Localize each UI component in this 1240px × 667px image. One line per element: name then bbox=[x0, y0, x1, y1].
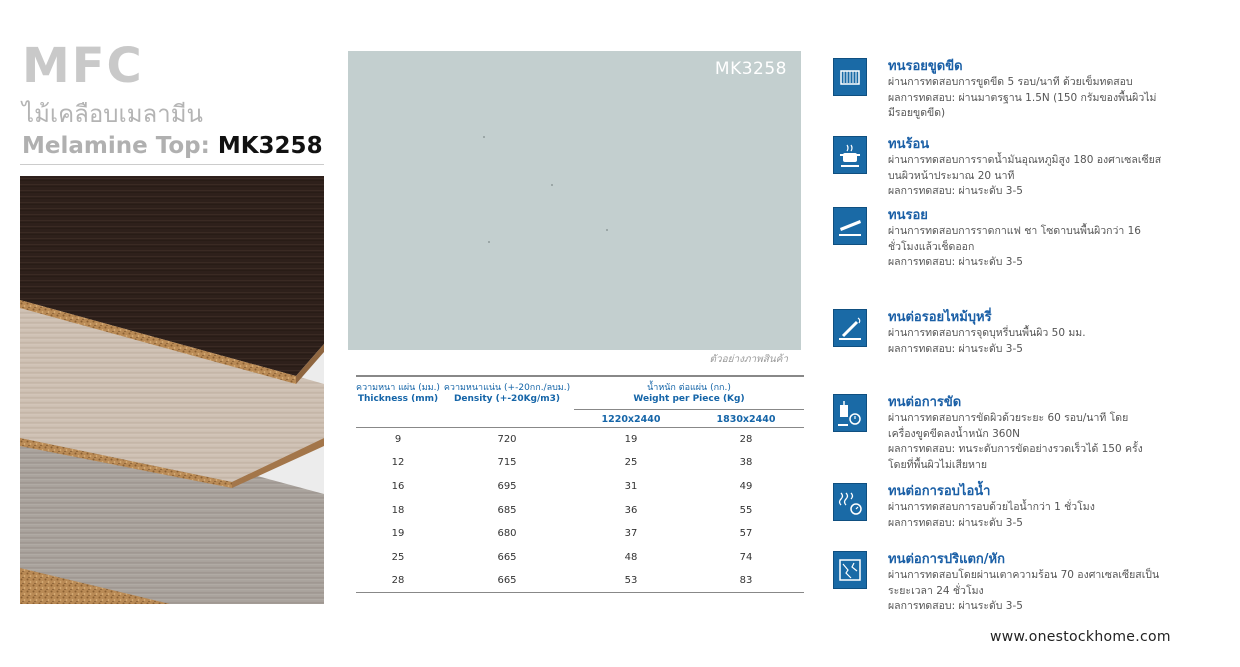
feature-text bbox=[888, 309, 1208, 357]
density-header bbox=[440, 376, 574, 428]
table-cell: 38 bbox=[739, 457, 753, 469]
heading-divider bbox=[20, 164, 324, 165]
weight-header-thai: น้ำหนัก ต่อแผ่น (กก.) bbox=[647, 383, 731, 393]
feature-line: ผลการทดสอบ: ผ่านมาตรฐาน 1.5N (150 กรัมของพื้นผิวไม่ bbox=[888, 91, 1157, 104]
table-cell: 680 bbox=[497, 528, 517, 540]
swatch-speck bbox=[606, 229, 608, 231]
swatch-speck bbox=[488, 241, 490, 243]
feature-text bbox=[888, 394, 1208, 473]
product-label: Melamine Top: bbox=[22, 133, 210, 159]
table-cell: 715 bbox=[497, 457, 517, 469]
feature-text bbox=[888, 483, 1208, 531]
stain-pen-icon bbox=[833, 207, 867, 245]
table-row bbox=[356, 522, 804, 546]
website-link[interactable]: www.onestockhome.com bbox=[990, 629, 1171, 645]
table-cell: 19 bbox=[391, 528, 405, 540]
feature-title: ทนรอยขูดขีด bbox=[888, 59, 963, 74]
table-row bbox=[356, 498, 804, 522]
table-row bbox=[356, 428, 804, 452]
table-cell: 720 bbox=[497, 434, 517, 446]
table-cell: 19 bbox=[624, 434, 638, 446]
steam-timer-icon bbox=[833, 483, 867, 521]
table-cell: 25 bbox=[391, 551, 405, 563]
feature-line: ผลการทดสอบ: ทนระดับการขัดอย่างรวดเร็วได้ 150 ครั้ง bbox=[888, 443, 1143, 455]
table-row bbox=[356, 569, 804, 593]
feature-line: ผลการทดสอบ: ผ่านระดับ 3-5 bbox=[888, 256, 1023, 268]
feature-line: บนผิวหน้าประมาณ 20 นาที bbox=[888, 169, 1015, 182]
feature-line: ผ่านการทดสอบการราดน้ำมันอุณหภูมิสูง 180 องศาเซลเซียส bbox=[888, 154, 1162, 166]
size-header-1830: 1830x2440 bbox=[688, 410, 804, 428]
feature-title: ทนต่อการอบไอน้ำ bbox=[888, 484, 991, 499]
feature-line: ระยะเวลา 24 ชั่วโมง bbox=[888, 584, 984, 597]
feature-title: ทนต่อการปริแตก/หัก bbox=[888, 552, 1005, 567]
color-swatch bbox=[348, 51, 801, 350]
weight-header bbox=[574, 376, 804, 410]
brand-title: MFC bbox=[22, 38, 144, 94]
thickness-header bbox=[356, 376, 440, 428]
feature-title: ทนร้อน bbox=[888, 137, 930, 152]
table-cell: 83 bbox=[688, 569, 804, 593]
feature-line: ผ่านการทดสอบการอบด้วยไอน้ำกว่า 1 ชั่วโมง bbox=[888, 501, 1095, 513]
abrasion-timer-icon bbox=[833, 394, 867, 432]
density-header-en: Density (+-20Kg/m3) bbox=[453, 394, 561, 404]
table-cell: 685 bbox=[497, 504, 517, 516]
scratch-comb-icon bbox=[833, 58, 867, 96]
table-cell: 16 bbox=[391, 480, 405, 492]
crack-oven-icon bbox=[833, 551, 867, 589]
table-cell: 12 bbox=[391, 457, 405, 469]
feature-line: ผ่านการทดสอบการราดกาแฟ ชา โซดาบนพื้นผิวกว่า 16 bbox=[888, 225, 1141, 237]
table-cell: 665 bbox=[497, 551, 517, 563]
size-header-1220: 1220x2440 bbox=[574, 410, 688, 428]
table-cell: 37 bbox=[624, 528, 638, 540]
table-row bbox=[356, 451, 804, 475]
thickness-header-thai: ความหนา แผ่น (มม.) bbox=[356, 383, 440, 393]
hot-pot-icon bbox=[833, 136, 867, 174]
feature-title: ทนต่อรอยไหม้บุหรี่ bbox=[888, 310, 992, 325]
table-row bbox=[356, 545, 804, 569]
feature-title: ทนรอย bbox=[888, 208, 928, 223]
density-header-thai: ความหนาแน่น (+-20กก./ลบม.) bbox=[443, 383, 571, 393]
swatch-speck bbox=[483, 136, 485, 138]
table-row bbox=[356, 475, 804, 499]
feature-line: ชั่วโมงแล้วเช็ดออก bbox=[888, 240, 975, 253]
spec-table-body bbox=[356, 428, 804, 593]
feature-text bbox=[888, 136, 1208, 200]
feature-line: ผ่านการทดสอบโดยผ่านเตาความร้อน 70 องศาเซลเซียสเป็น bbox=[888, 569, 1160, 581]
swatch-code-label: MK3258 bbox=[714, 59, 787, 79]
feature-text bbox=[888, 551, 1208, 615]
table-cell: 57 bbox=[739, 528, 753, 540]
table-cell: 55 bbox=[739, 504, 753, 516]
feature-line: ผ่านการทดสอบการขูดขีด 5 รอบ/นาที ด้วยเข็มทดสอบ bbox=[888, 76, 1133, 88]
feature-line: โดยที่พื้นผิวไม่เสียหาย bbox=[888, 458, 988, 471]
board-stack-image bbox=[20, 176, 324, 604]
weight-header-en: Weight per Piece (Kg) bbox=[633, 394, 745, 404]
table-cell: 9 bbox=[394, 434, 402, 446]
table-cell: 49 bbox=[739, 480, 753, 492]
table-cell: 28 bbox=[356, 569, 440, 593]
feature-line: ผลการทดสอบ: ผ่านระดับ 3-5 bbox=[888, 516, 1023, 529]
table-cell: 53 bbox=[574, 569, 688, 593]
table-cell: 48 bbox=[624, 551, 638, 563]
feature-text bbox=[888, 58, 1208, 122]
thickness-header-en: Thickness (mm) bbox=[357, 394, 439, 404]
cigarette-icon bbox=[833, 309, 867, 347]
feature-line: ผลการทดสอบ: ผ่านระดับ 3-5 bbox=[888, 342, 1023, 355]
feature-text bbox=[888, 207, 1208, 271]
product-thai-name: ไม้เคลือบเมลามีน bbox=[22, 100, 203, 128]
table-cell: 695 bbox=[497, 480, 517, 492]
feature-title: ทนต่อการขัด bbox=[888, 395, 962, 410]
table-cell: 31 bbox=[624, 480, 638, 492]
table-cell: 665 bbox=[440, 569, 574, 593]
feature-line: ผลการทดสอบ: ผ่านระดับ 3-5 bbox=[888, 600, 1023, 612]
feature-line: ผลการทดสอบ: ผ่านระดับ 3-5 bbox=[888, 185, 1023, 197]
table-cell: 25 bbox=[624, 457, 638, 469]
feature-line: มีรอยขูดขีด) bbox=[888, 107, 946, 119]
spec-table bbox=[356, 375, 804, 593]
table-cell: 28 bbox=[739, 434, 753, 446]
table-cell: 36 bbox=[624, 504, 638, 516]
product-code: MK3258 bbox=[217, 133, 323, 159]
feature-line: เครื่องขูดขีดลงน้ำหนัก 360N bbox=[888, 427, 1021, 440]
swatch-speck bbox=[551, 184, 553, 186]
swatch-caption: ตัวอย่างภาพสินค้า bbox=[709, 354, 788, 365]
table-cell: 74 bbox=[739, 551, 753, 563]
feature-line: ผ่านการทดสอบการจุดบุหรี่บนพื้นผิว 50 มม. bbox=[888, 327, 1086, 339]
table-cell: 18 bbox=[391, 504, 405, 516]
feature-line: ผ่านการทดสอบการขัดผิวด้วยระยะ 60 รอบ/นาที โดย bbox=[888, 412, 1129, 424]
product-code-heading bbox=[22, 133, 323, 161]
